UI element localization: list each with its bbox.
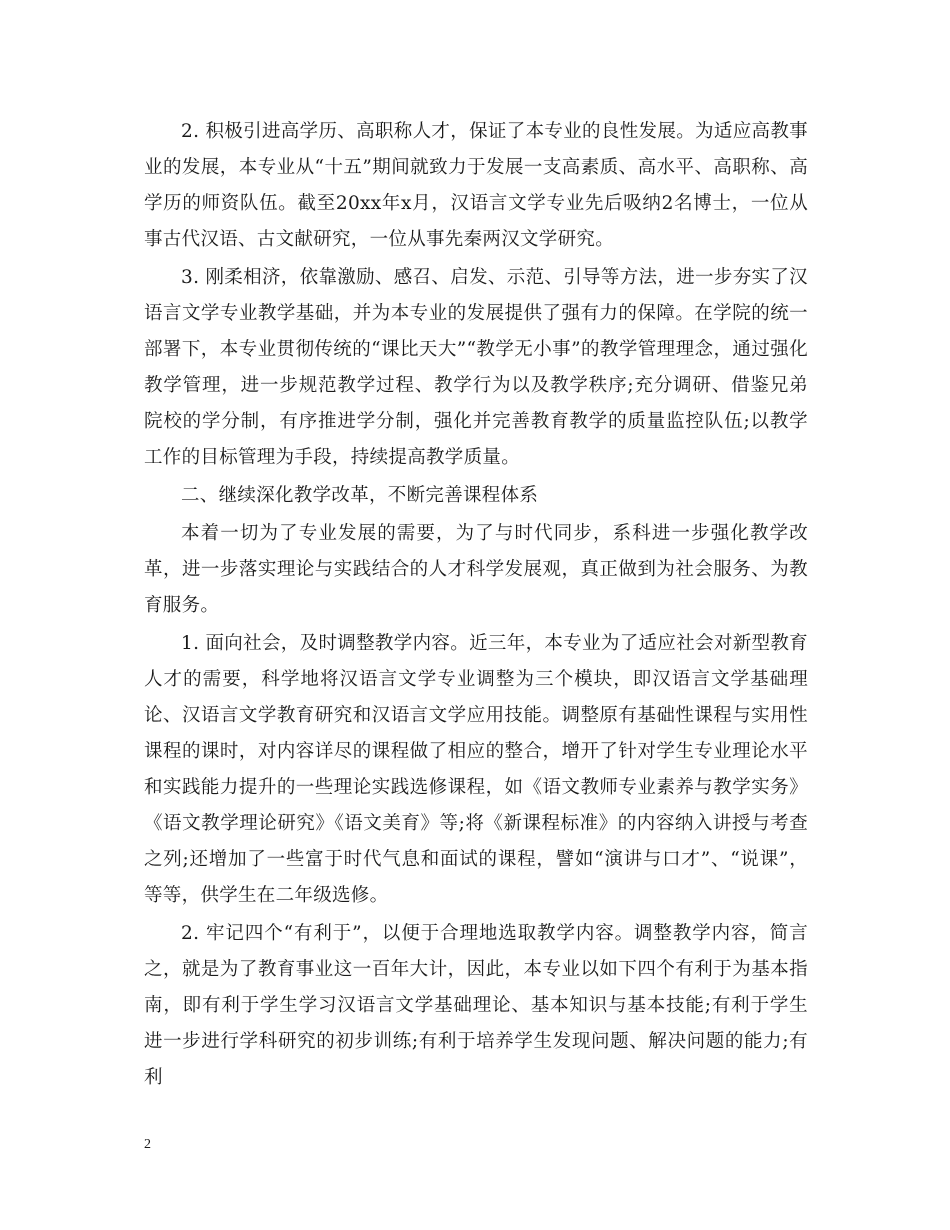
page-number: 2 bbox=[144, 1137, 151, 1152]
paragraph-talent-recruitment: 2. 积极引进高学历、高职称人才，保证了本专业的良性发展。为适应高教事业的发展，本专业从“十五”期间就致力于发展一支高素质、高水平、高职称、高学历的师资队伍。截至20xx年x月，汉语言文学专业先后吸纳2名博士，一位从事古代汉语、古文献研究，一位从事先秦两汉文学研究。 bbox=[144, 121, 808, 250]
paragraph-teaching-management: 3. 刚柔相济，依靠激励、感召、启发、示范、引导等方法，进一步夯实了汉语言文学专业教学基础，并为本专业的发展提供了强有力的保障。在学院的统一部署下，本专业贯彻传统的“课比天大”“教学无小事”的教学管理理念，通过强化教学管理，进一步规范教学过程、教学行为以及教学秩序;充分调研、借鉴兄弟院校的学分制，有序推进学分制，强化并完善教育教学的质量监控队伍;以教学工作的目标管理为手段，持续提高教学质量。 bbox=[144, 267, 808, 468]
paragraph-reform-intro: 本着一切为了专业发展的需要，为了与时代同步，系科进一步强化教学改革，进一步落实理论与实践结合的人才科学发展观，真正做到为社会服务、为教育服务。 bbox=[144, 523, 808, 616]
document-body bbox=[144, 114, 808, 1098]
paragraph-four-benefits: 2. 牢记四个“有利于”，以便于合理地选取教学内容。调整教学内容，简言之，就是为了教育事业这一百年大计，因此，本专业以如下四个有利于为基本指南，即有利于学生学习汉语言文学基础理论、基本知识与基本技能;有利于学生进一步进行学科研究的初步训练;有利于培养学生发现问题、解决问题的能力;有利 bbox=[144, 923, 808, 1088]
section-heading-curriculum-reform: 二、继续深化教学改革，不断完善课程体系 bbox=[181, 485, 539, 506]
paragraph-adjust-content: 1. 面向社会，及时调整教学内容。近三年，本专业为了适应社会对新型教育人才的需要，科学地将汉语言文学专业调整为三个模块，即汉语言文学基础理论、汉语言文学教育研究和汉语言文学应用技能。调整原有基础性课程与实用性课程的课时，对内容详尽的课程做了相应的整合，增开了针对学生专业理论水平和实践能力提升的一些理论实践选修课程，如《语文教师专业素养与教学实务》《语文教学理论研究》《语文美育》等;将《新课程标准》的内容纳入讲授与考查之列;还增加了一些富于时代气息和面试的课程，譬如“演讲与口才”、“说课”，等等，供学生在二年级选修。 bbox=[144, 633, 808, 906]
